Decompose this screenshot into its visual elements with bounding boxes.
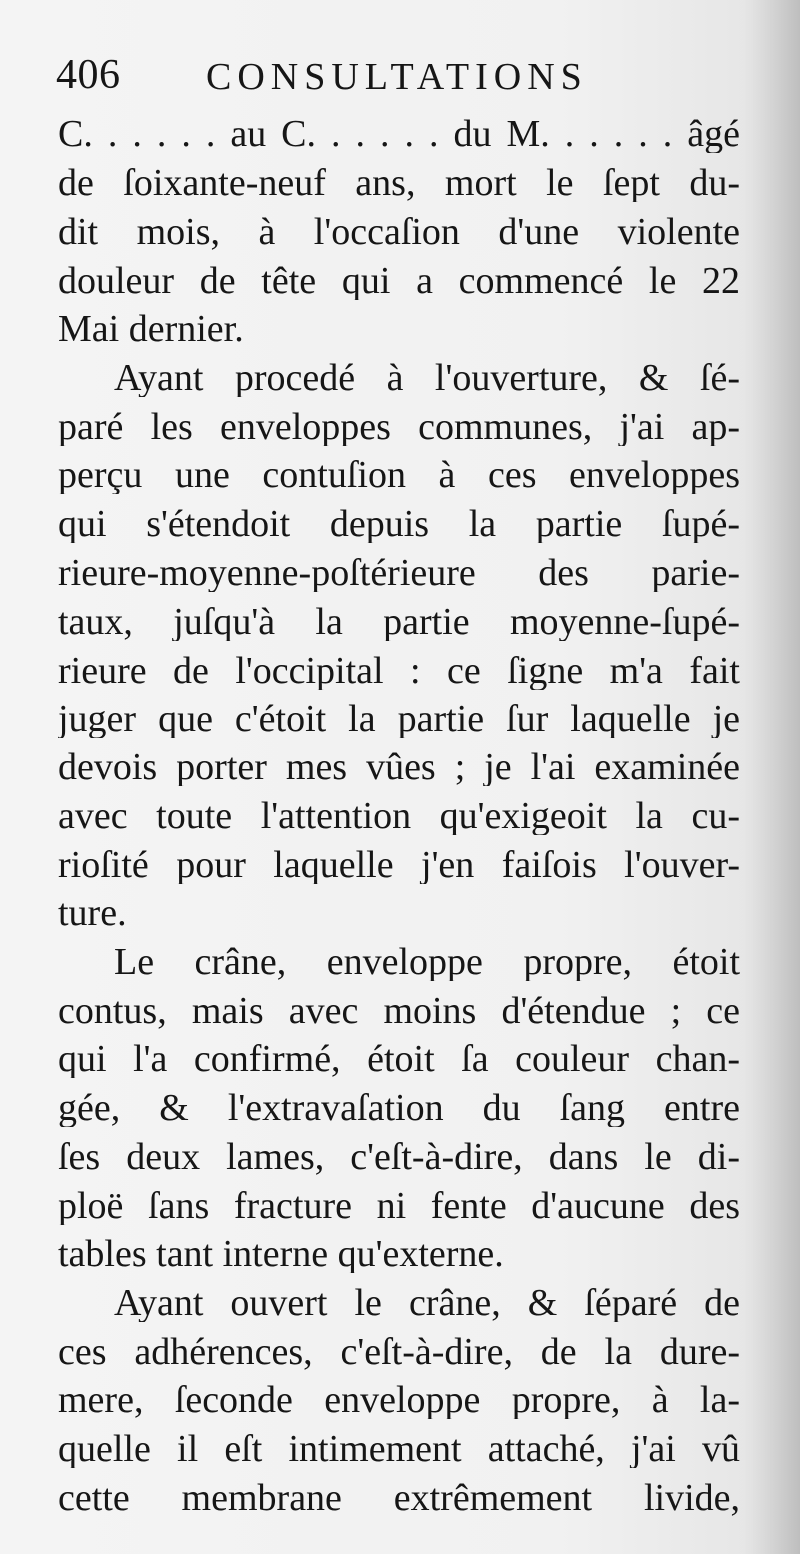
text-line: tables tant interne qu'externe.: [58, 1235, 504, 1273]
page-header: [56, 52, 746, 104]
text-line: ces adhérences, c'eſt-à-dire, de la dure-: [58, 1333, 740, 1371]
page-number: 406: [56, 52, 121, 98]
text-line: ſes deux lames, c'eſt-à-dire, dans le di-: [58, 1138, 740, 1176]
text-line: taux, juſqu'à la partie moyenne-ſupé-: [58, 603, 740, 641]
text-line: perçu une contuſion à ces enveloppes: [58, 456, 740, 494]
text-line: quelle il eſt intimement attaché, j'ai vû: [58, 1430, 740, 1468]
text-line: gée, & l'extravaſation du ſang entre: [58, 1089, 740, 1127]
text-line: devois porter mes vûes ; je l'ai examinée: [58, 748, 740, 786]
text-line: contus, mais avec moins d'étendue ; ce: [58, 992, 740, 1030]
text-line: paré les enveloppes communes, j'ai ap-: [58, 408, 740, 446]
text-line: C. . . . . . au C. . . . . . du M. . . . . . âgé: [58, 115, 740, 153]
paragraph-first-line: Le crâne, enveloppe propre, étoit: [114, 943, 740, 981]
text-line: ture.: [58, 894, 127, 932]
text-line: qui l'a confirmé, étoit ſa couleur chan-: [58, 1040, 740, 1078]
text-line: qui s'étendoit depuis la partie ſupé-: [58, 505, 740, 543]
text-line: avec toute l'attention qu'exigeoit la cu-: [58, 797, 740, 835]
text-line: douleur de tête qui a commencé le 22: [58, 262, 740, 300]
text-line: rieure-moyenne-poſtérieure des parie-: [58, 554, 740, 592]
running-title: CONSULTATIONS: [206, 56, 588, 98]
text-line: cette membrane extrêmement livide,: [58, 1479, 740, 1517]
text-line: dit mois, à l'occaſion d'une violente: [58, 213, 740, 251]
paragraph-first-line: Ayant procedé à l'ouverture, & ſé-: [114, 359, 740, 397]
text-line: juger que c'étoit la partie ſur laquelle je: [58, 700, 740, 738]
text-line: rieure de l'occipital : ce ſigne m'a fait: [58, 652, 740, 690]
text-line: rioſité pour laquelle j'en faiſois l'ouver-: [58, 846, 740, 884]
text-line: mere, ſeconde enveloppe propre, à la-: [58, 1381, 740, 1419]
text-line: ploë ſans fracture ni fente d'aucune des: [58, 1187, 740, 1225]
page-gutter-shadow: [742, 0, 800, 1554]
paragraph-first-line: Ayant ouvert le crâne, & ſéparé de: [114, 1284, 740, 1322]
text-line: de ſoixante-neuf ans, mort le ſept du-: [58, 164, 740, 202]
text-line: Mai dernier.: [58, 310, 244, 348]
